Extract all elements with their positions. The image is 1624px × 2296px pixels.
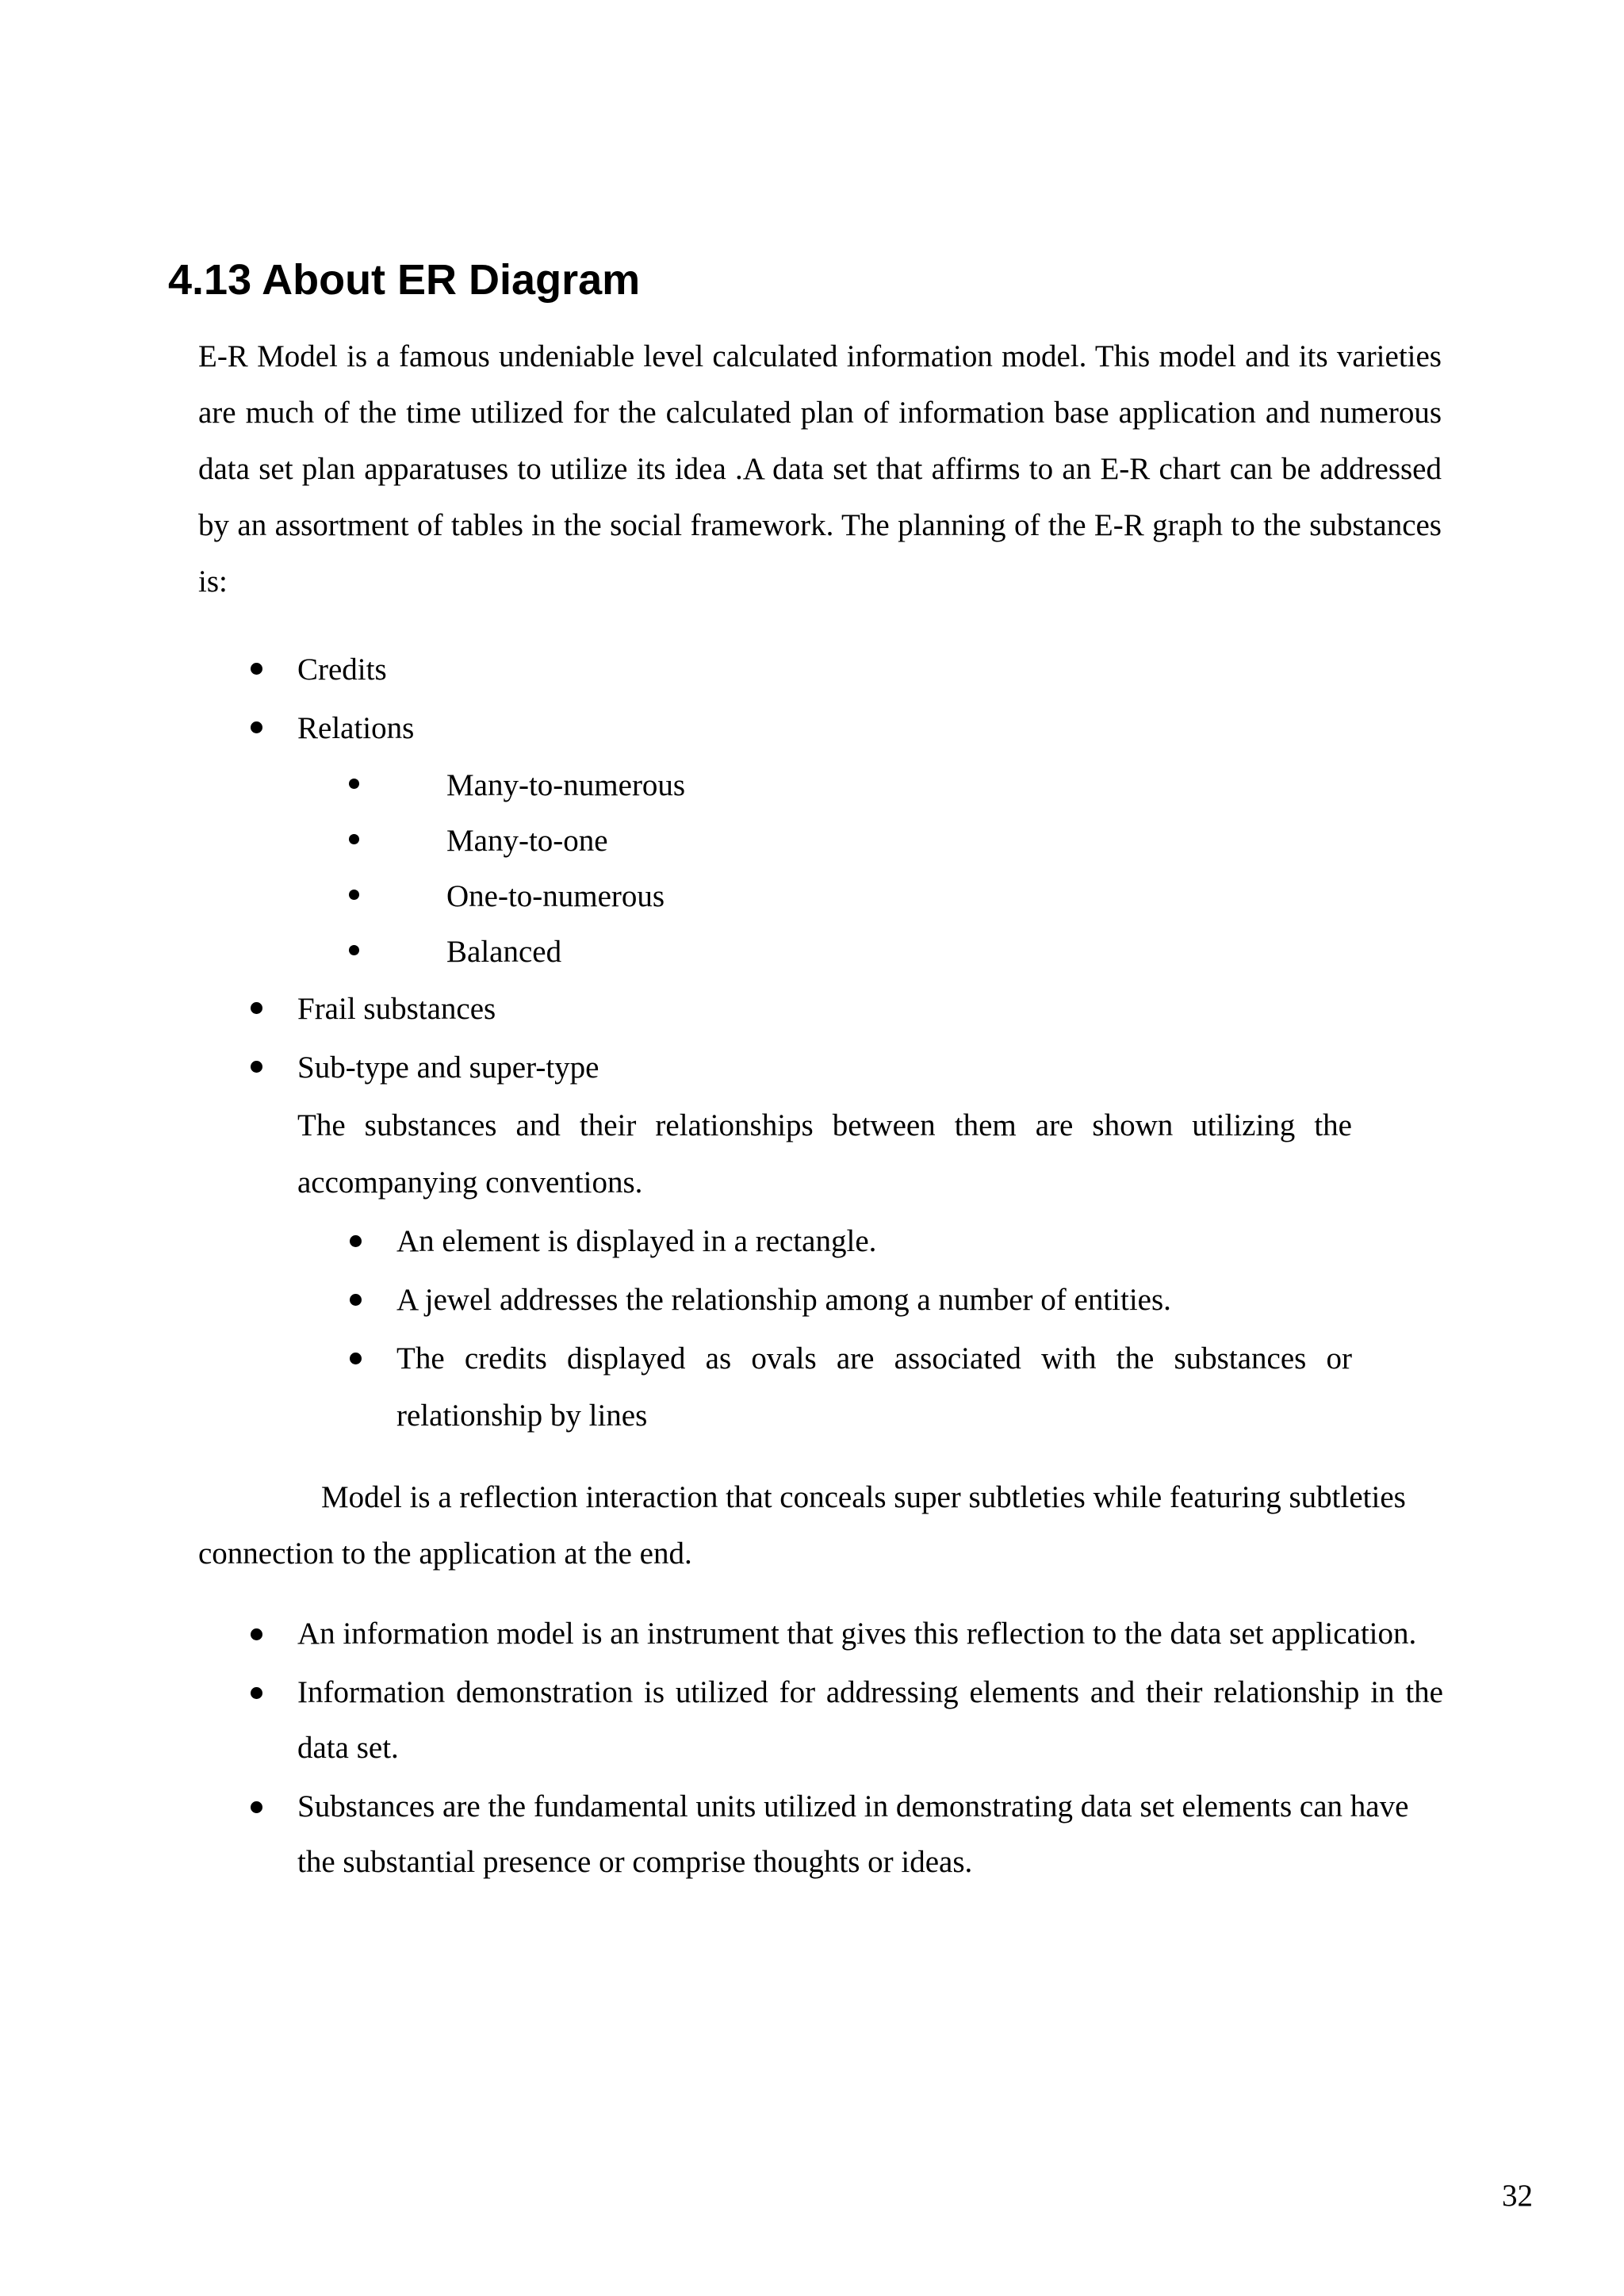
convention-item-text: An element is displayed in a rectangle.: [396, 1224, 877, 1258]
convention-item-text: A jewel addresses the relationship among a number of entities.: [396, 1283, 1171, 1317]
convention-item: [297, 1272, 1443, 1329]
relation-types-list: [198, 758, 1443, 980]
list-item-text: Sub-type and super-type: [297, 1050, 599, 1085]
bullet-icon: [251, 1061, 262, 1073]
list-item-text: Credits: [297, 652, 387, 687]
sub-list-item-text: One-to-numerous: [446, 879, 665, 913]
sub-list-item: [198, 924, 1443, 980]
bullet-icon: [251, 1002, 262, 1014]
bullet-icon: [349, 779, 359, 789]
list-item-continuation: the substantial presence or comprise thoughts or ideas.: [297, 1845, 973, 1879]
bullet-icon: [349, 834, 359, 844]
model-list: [198, 1606, 1443, 1893]
list-item-text: Information demonstration is utilized for addressing elements and their relationship in the data set.: [297, 1675, 1443, 1765]
bullet-icon: [251, 1801, 262, 1813]
sub-list-item-text: Balanced: [446, 935, 562, 969]
conventions-intro: The substances and their relationships between them are shown utilizing the accompanying conventions.: [297, 1108, 1352, 1200]
list-item: [198, 1039, 1443, 1445]
intro-paragraph: E-R Model is a famous undeniable level calculated information model. This model and its varieties are much of the time utilized for the calculated plan of information base application and numerous data set plan apparatuses to utilize its idea .A data set that affirms to an E-R chart can be addressed by an assortment of tables in the social framework. The planning of the E-R graph to the substances is:: [198, 339, 1442, 599]
sub-list-item: [198, 813, 1443, 869]
sub-list-item-text: Many-to-one: [446, 824, 608, 858]
bullet-icon: [251, 1628, 262, 1640]
list-item: [198, 758, 1443, 980]
list-item-text: Relations: [297, 711, 415, 745]
list-item: [198, 1665, 1443, 1776]
list-item: [198, 980, 1443, 1039]
bullet-icon: [349, 945, 359, 955]
page-number: 32: [1502, 2179, 1533, 2213]
list-item: [198, 699, 1443, 758]
list-item: [198, 1779, 1443, 1890]
sub-list-item: [198, 869, 1443, 924]
mapping-list: [198, 641, 1443, 1445]
section-heading: 4.13 About ER Diagram: [168, 256, 641, 304]
sub-list-item: [198, 758, 1443, 813]
convention-item-text: The credits displayed as ovals are associated with the substances or relationship by lines: [396, 1341, 1352, 1433]
convention-item: [297, 1330, 1443, 1445]
bullet-icon: [349, 890, 359, 900]
bullet-icon: [251, 1687, 262, 1699]
bullet-icon: [350, 1294, 362, 1306]
sub-list-item-text: Many-to-numerous: [446, 768, 686, 802]
bullet-icon: [251, 663, 262, 675]
model-paragraph: Model is a reflection interaction that conceals super subtleties while featuring subtleties connection to the application at the end.: [198, 1480, 1406, 1571]
conventions-list: [297, 1213, 1443, 1445]
list-item-text: An information model is an instrument that gives this reflection to the data set application.: [297, 1617, 1417, 1651]
bullet-icon: [350, 1353, 362, 1364]
list-item: [198, 641, 1443, 699]
bullet-icon: [350, 1235, 362, 1247]
list-item: [198, 1606, 1443, 1662]
list-item-text: Substances are the fundamental units utilized in demonstrating data set elements can have: [297, 1789, 1409, 1823]
list-item-text: Frail substances: [297, 992, 496, 1026]
convention-item: [297, 1213, 1443, 1270]
bullet-icon: [251, 721, 262, 733]
